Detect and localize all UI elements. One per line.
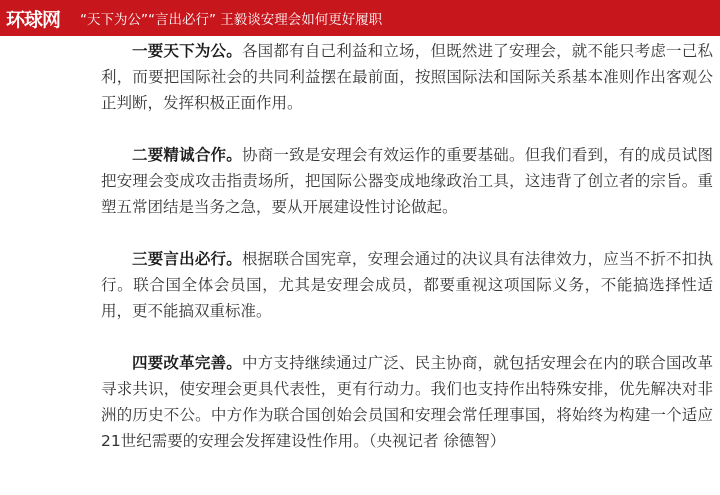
paragraph-text: 协商一致是安理会有效运作的重要基础。但我们看到，有的成员试图把安理会变成攻击指责场所，把国际公器变成地缘政治工具，这违背了创立者的宗旨。重塑五常团结是当务之急，要从开展建设性讨论做起。 [101, 146, 713, 216]
paragraph-text: 各国都有自己利益和立场，但既然进了安理会，就不能只考虑一己私利，而要把国际社会的共同利益摆在最前面，按照国际法和国际关系基本准则作出客观公正判断，发挥积极正面作用。 [101, 42, 713, 112]
paragraph-text: 中方支持继续通过广泛、民主协商，就包括安理会在内的联合国改革寻求共识，使安理会更具代表性，更有行动力。我们也支持作出特殊安排，优先解决对非洲的历史不公。中方作为联合国创始会员国和安理会常任理事国，将始终为构建一个适应21世纪需要的安理会发挥建设性作用。（央视记者 徐德智） [101, 354, 713, 450]
paragraph-lead: 三要言出必行。 [132, 250, 242, 268]
paragraph-text: 根据联合国宪章，安理会通过的决议具有法律效力，应当不折不扣执行。联合国全体会员国，尤其是安理会成员，都要重视这项国际义务，不能搞选择性适用，更不能搞双重标准。 [101, 250, 713, 320]
article-body [101, 38, 713, 480]
paragraph-3 [101, 246, 713, 324]
paragraph-lead: 一要天下为公。 [132, 42, 242, 60]
header-bar [0, 0, 720, 36]
article-headline: “天下为公”“言出必行” 王毅谈安理会如何更好履职 [80, 12, 383, 28]
paragraph-lead: 二要精诚合作。 [132, 146, 242, 164]
paragraph-4 [101, 350, 713, 454]
paragraph-2 [101, 142, 713, 220]
paragraph-1 [101, 38, 713, 116]
site-logo[interactable]: 环球网 [6, 8, 61, 31]
paragraph-lead: 四要改革完善。 [132, 354, 242, 372]
